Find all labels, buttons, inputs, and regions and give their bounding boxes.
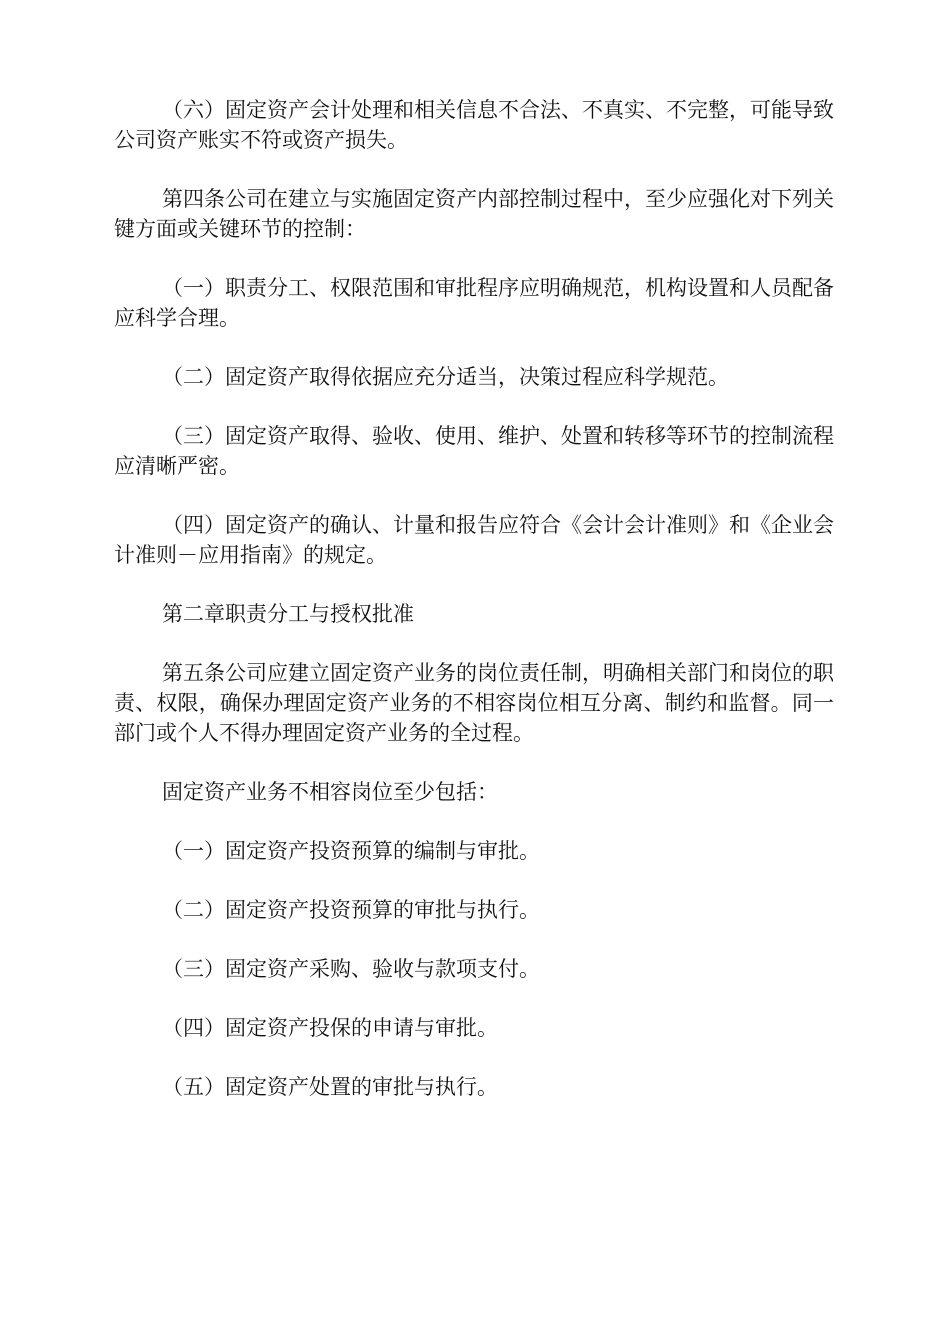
list-item-2: （二）固定资产投资预算的审批与执行。	[162, 898, 540, 922]
document-page	[114, 95, 834, 1131]
list-item-3: （三）固定资产采购、验收与款项支付。	[162, 957, 540, 981]
paragraph-incompatible-positions: 固定资产业务不相容岗位至少包括：	[162, 780, 498, 804]
paragraph-article-4: 第四条公司在建立与实施固定资产内部控制过程中，至少应强化对下列关键方面或关键环节的控制：	[114, 187, 834, 241]
list-item-4: （四）固定资产投保的申请与审批。	[162, 1016, 498, 1040]
paragraph-control-3: （三）固定资产取得、验收、使用、维护、处置和转移等环节的控制流程应清晰严密。	[114, 424, 834, 478]
list-item-1: （一）固定资产投资预算的编制与审批。	[162, 839, 540, 863]
paragraph-control-2: （二）固定资产取得依据应充分适当，决策过程应科学规范。	[162, 365, 729, 389]
paragraph-article-5: 第五条公司应建立固定资产业务的岗位责任制，明确相关部门和岗位的职责、权限，确保办理固定资产业务的不相容岗位相互分离、制约和监督。同一部门或个人不得办理固定资产业务的全过程。	[114, 661, 834, 745]
list-item-5: （五）固定资产处置的审批与执行。	[162, 1075, 498, 1099]
paragraph-item-6-risk: （六）固定资产会计处理和相关信息不合法、不真实、不完整，可能导致公司资产账实不符或资产损失。	[114, 98, 834, 152]
paragraph-control-4: （四）固定资产的确认、计量和报告应符合《会计会计准则》和《企业会计准则－应用指南》的规定。	[114, 513, 834, 567]
chapter-2-heading: 第二章职责分工与授权批准	[162, 602, 414, 626]
paragraph-control-1: （一）职责分工、权限范围和审批程序应明确规范，机构设置和人员配备应科学合理。	[114, 276, 834, 330]
